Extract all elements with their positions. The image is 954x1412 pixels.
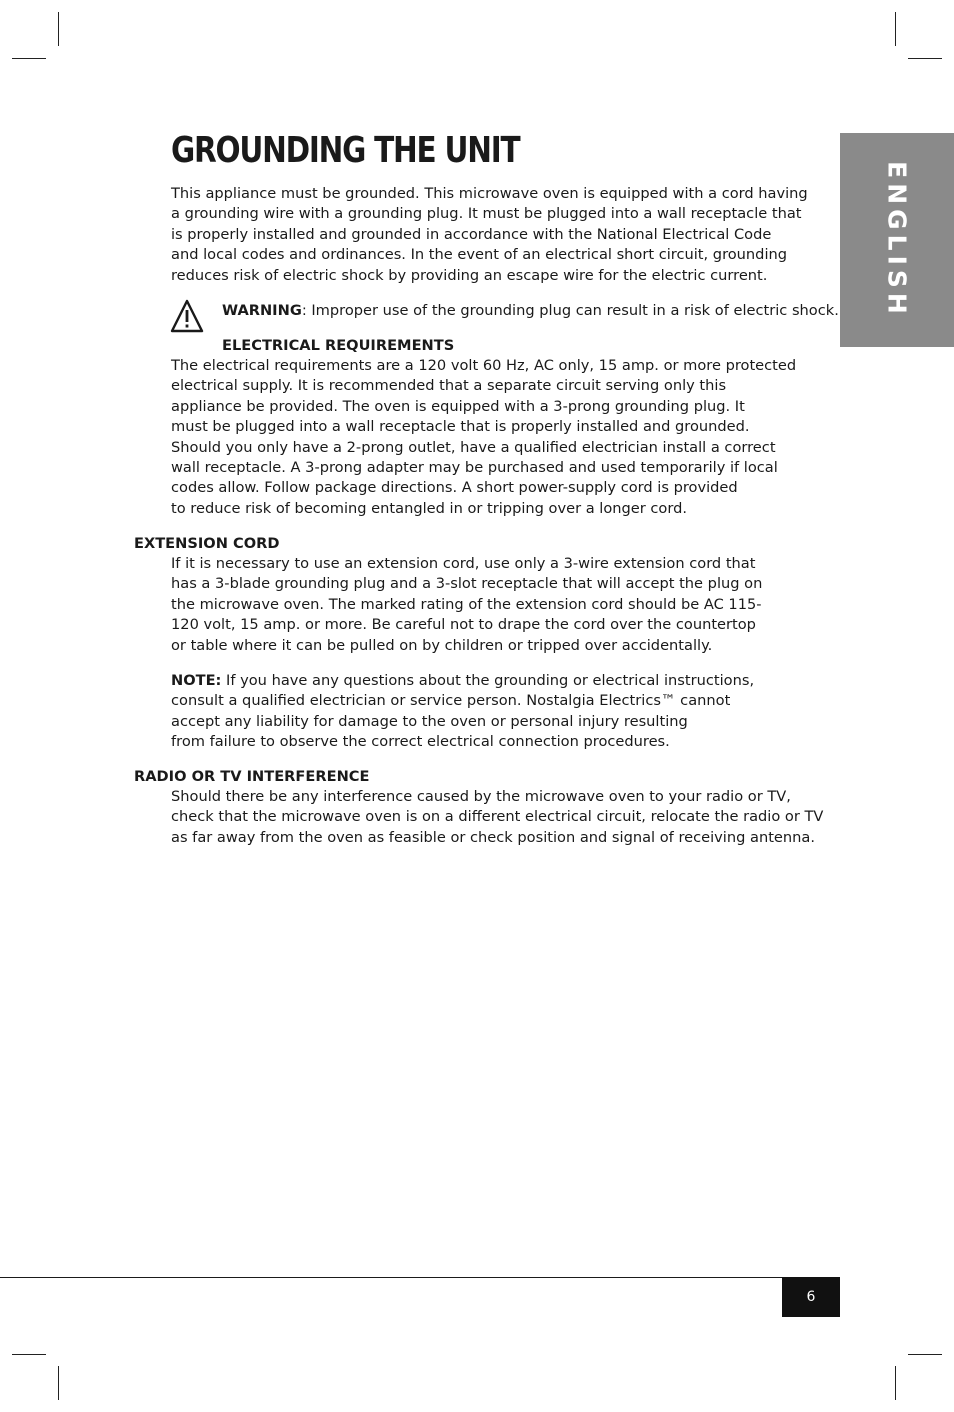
note-text: If you have any questions about the grounding or electrical instructions, consult a qualified electrician or service person. Nostalgia Electrics™ cannot accept any liability for damage to the oven or personal injury resulting from failure to observe the correct electrical connection procedures. (171, 672, 755, 751)
electrical-heading: ELECTRICAL REQUIREMENTS (222, 337, 455, 354)
warning-message: : Improper use of the grounding plug can result in a risk of electric shock. (301, 302, 839, 319)
note-label: NOTE: (171, 672, 222, 689)
crop-mark (58, 12, 59, 46)
crop-mark (12, 58, 46, 59)
crop-mark (12, 1354, 46, 1355)
crop-mark (58, 1366, 59, 1400)
extension-paragraph: If it is necessary to use an extension cord, use only a 3-wire extension cord that has a 3-blade grounding plug and a 3-slot receptacle that will accept the plug on the microwave oven. The marked rating of the extension cord should be AC 115- 120 volt, 15 amp. or more. Be careful not to drape the cord over the countertop or table where it can be pulled on by children or tripped over accidentally. (171, 555, 763, 654)
crop-mark (895, 1366, 896, 1400)
page-title: GROUNDING THE UNIT (171, 130, 520, 171)
extension-heading: EXTENSION CORD (134, 535, 280, 552)
language-tab-label: ENGLISH (882, 161, 912, 319)
warning-triangle-icon (170, 298, 204, 334)
interference-heading: RADIO OR TV INTERFERENCE (134, 768, 370, 785)
electrical-paragraph: The electrical requirements are a 120 volt 60 Hz, AC only, 15 amp. or more protected electrical supply. It is recommended that a separate circuit serving only this appliance be provided. The oven is equipped with a 3-prong grounding plug. It must be plugged into a wall receptacle that is properly installed and grounded. Should you only have a 2-prong outlet, have a qualified electrician install a correct wall receptacle. A 3-prong adapter may be purchased and used temporarily if local codes allow. Follow package directions. A short power-supply cord is provided to reduce risk of becoming entangled in or tripping over a longer cord. (171, 357, 797, 517)
warning-label: WARNING (222, 302, 302, 319)
language-tab (840, 133, 954, 347)
crop-mark (895, 12, 896, 46)
crop-mark (908, 58, 942, 59)
warning-text (222, 301, 839, 321)
page-number: 6 (782, 1277, 840, 1317)
intro-paragraph: This appliance must be grounded. This microwave oven is equipped with a cord having a grounding wire with a grounding plug. It must be plugged into a wall receptacle that is properly installed and grounded in accordance with the National Electrical Code and local codes and ordinances. In the event of an electrical short circuit, grounding reduces risk of electric shock by providing an escape wire for the electric current. (171, 185, 808, 284)
interference-paragraph: Should there be any interference caused by the microwave oven to your radio or TV, check that the microwave oven is on a different electrical circuit, relocate the radio or TV as far away from the oven as feasible or check position and signal of receiving antenna. (171, 788, 824, 846)
crop-mark (908, 1354, 942, 1355)
footer-rule (0, 1277, 840, 1278)
note-paragraph (171, 671, 754, 753)
